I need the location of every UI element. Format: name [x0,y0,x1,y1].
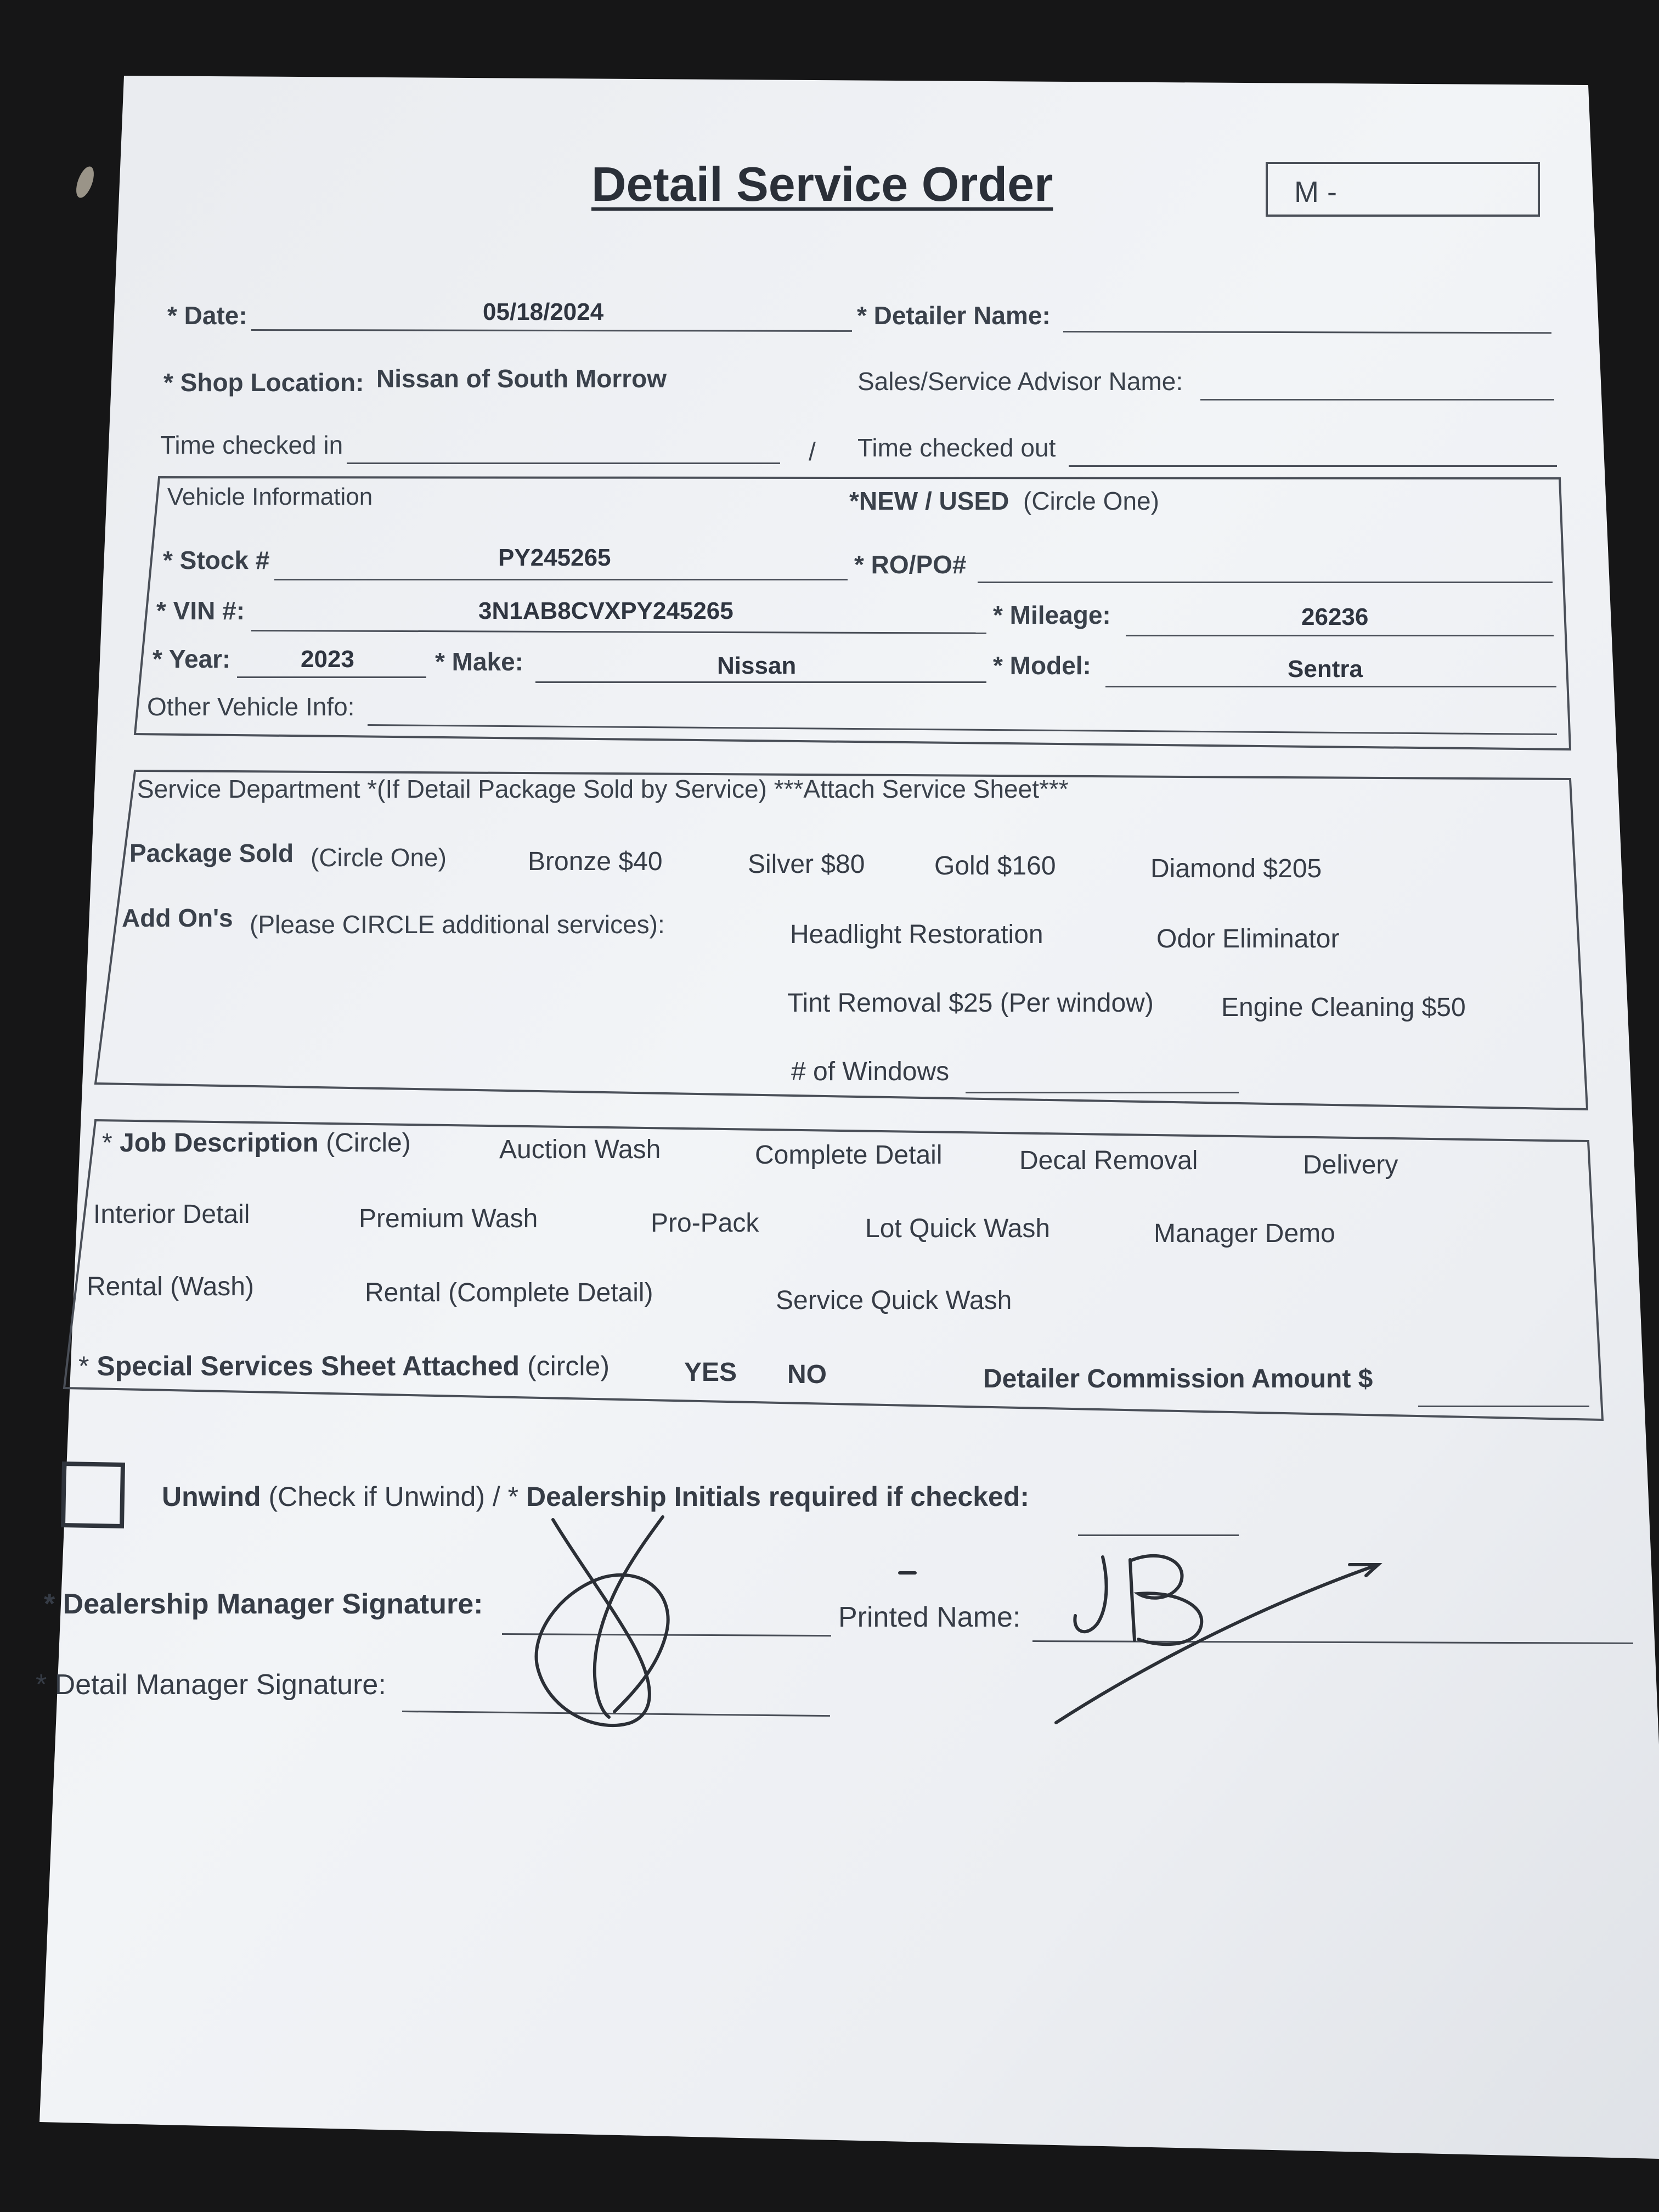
time-out-label: Time checked out [857,433,1056,462]
service-header: Service Department *(If Detail Package Sold by Service) ***Attach Service Sheet*** [137,775,1069,803]
job-label-bold: Job Description [120,1128,319,1158]
unwind-label [162,1483,1029,1510]
special-prefix: * [78,1351,97,1381]
job-label-note: (Circle) [326,1128,411,1158]
date-label: * Date: [167,301,247,330]
package-gold[interactable]: Gold $160 [934,851,1056,881]
unwind-checkbox[interactable] [61,1462,125,1528]
detail-manager-label: * Detail Manager Signature: [36,1669,386,1701]
commission-label: Detailer Commission Amount $ [983,1364,1373,1393]
model-line[interactable] [1105,686,1556,687]
job-delivery[interactable]: Delivery [1303,1150,1398,1180]
package-label: Package Sold [129,839,294,867]
addons-note: (Please CIRCLE additional services): [250,910,665,939]
time-separator: / [809,437,816,466]
job-pro-pack[interactable]: Pro-Pack [651,1209,759,1238]
year-label: * Year: [153,645,231,673]
year-value: 2023 [301,646,354,673]
vin-label: * VIN #: [156,596,245,625]
addon-headlight[interactable]: Headlight Restoration [790,920,1043,949]
addons-label: Add On's [122,904,233,932]
job-rental-complete[interactable]: Rental (Complete Detail) [365,1278,653,1307]
stock-line[interactable] [274,579,848,580]
new-used-label[interactable]: *NEW / USED [849,487,1009,515]
addon-odor[interactable]: Odor Eliminator [1156,924,1340,953]
dealership-manager-label: * Dealership Manager Signature: [44,1588,483,1620]
make-label: * Make: [435,647,524,676]
special-bold: Special Services Sheet Attached [97,1351,520,1381]
special-no[interactable]: NO [787,1360,827,1389]
stock-value: PY245265 [498,544,611,571]
windows-label: # of Windows [791,1057,950,1086]
detailer-name-label: * Detailer Name: [857,301,1051,330]
job-interior-detail[interactable]: Interior Detail [93,1200,250,1229]
make-value: Nissan [717,652,797,679]
shop-location-value: Nissan of South Morrow [376,364,667,393]
job-service-quick-wash[interactable]: Service Quick Wash [776,1286,1012,1315]
order-number-box[interactable] [1266,162,1540,217]
package-note: (Circle One) [311,843,447,872]
package-bronze[interactable]: Bronze $40 [528,847,663,876]
job-auction-wash[interactable]: Auction Wash [499,1135,661,1164]
package-silver[interactable]: Silver $80 [748,850,865,879]
mileage-line[interactable] [1126,635,1554,636]
windows-line[interactable] [966,1092,1239,1093]
other-info-label: Other Vehicle Info: [147,692,355,721]
order-prefix: M - [1294,176,1337,208]
mileage-value: 26236 [1301,603,1369,630]
job-prefix: * [102,1128,120,1158]
job-label [102,1130,411,1156]
model-label: * Model: [993,651,1091,680]
special-services-label [78,1352,610,1380]
vehicle-info-label: Vehicle Information [167,483,373,510]
commission-line[interactable] [1418,1406,1589,1407]
job-rental-wash[interactable]: Rental (Wash) [87,1272,254,1301]
model-value: Sentra [1288,656,1363,682]
ro-po-label: * RO/PO# [854,550,967,579]
special-yes[interactable]: YES [684,1358,737,1387]
job-decal-removal[interactable]: Decal Removal [1019,1146,1198,1175]
advisor-line[interactable] [1200,399,1554,400]
stock-label: * Stock # [163,546,270,574]
job-premium-wash[interactable]: Premium Wash [359,1204,538,1233]
shop-location-label: * Shop Location: [163,368,364,397]
new-used-note: (Circle One) [1023,487,1159,515]
addon-engine[interactable]: Engine Cleaning $50 [1221,993,1466,1022]
date-value: 05/18/2024 [483,298,604,325]
printed-name-label: Printed Name: [838,1601,1021,1633]
addon-tint[interactable]: Tint Removal $25 (Per window) [787,989,1154,1018]
job-manager-demo[interactable]: Manager Demo [1154,1219,1335,1248]
year-line[interactable] [237,676,426,678]
vin-value: 3N1AB8CVXPY245265 [478,597,733,624]
mileage-label: * Mileage: [993,601,1111,629]
form-title: Detail Service Order [591,157,1053,211]
time-in-line[interactable] [347,462,780,464]
advisor-label: Sales/Service Advisor Name: [857,367,1183,396]
time-in-label: Time checked in [160,431,343,459]
initials-label: Dealership Initials required if checked: [526,1481,1030,1512]
job-lot-quick-wash[interactable]: Lot Quick Wash [865,1214,1051,1243]
unwind-note: (Check if Unwind) / * [268,1481,519,1512]
make-line[interactable] [535,681,986,683]
time-out-line[interactable] [1069,465,1557,467]
initials-line[interactable] [1078,1534,1239,1536]
package-diamond[interactable]: Diamond $205 [1150,854,1322,883]
job-complete-detail[interactable]: Complete Detail [755,1141,943,1170]
special-note: (circle) [527,1351,610,1381]
ro-po-line[interactable] [978,582,1553,583]
unwind-bold: Unwind [162,1481,261,1512]
